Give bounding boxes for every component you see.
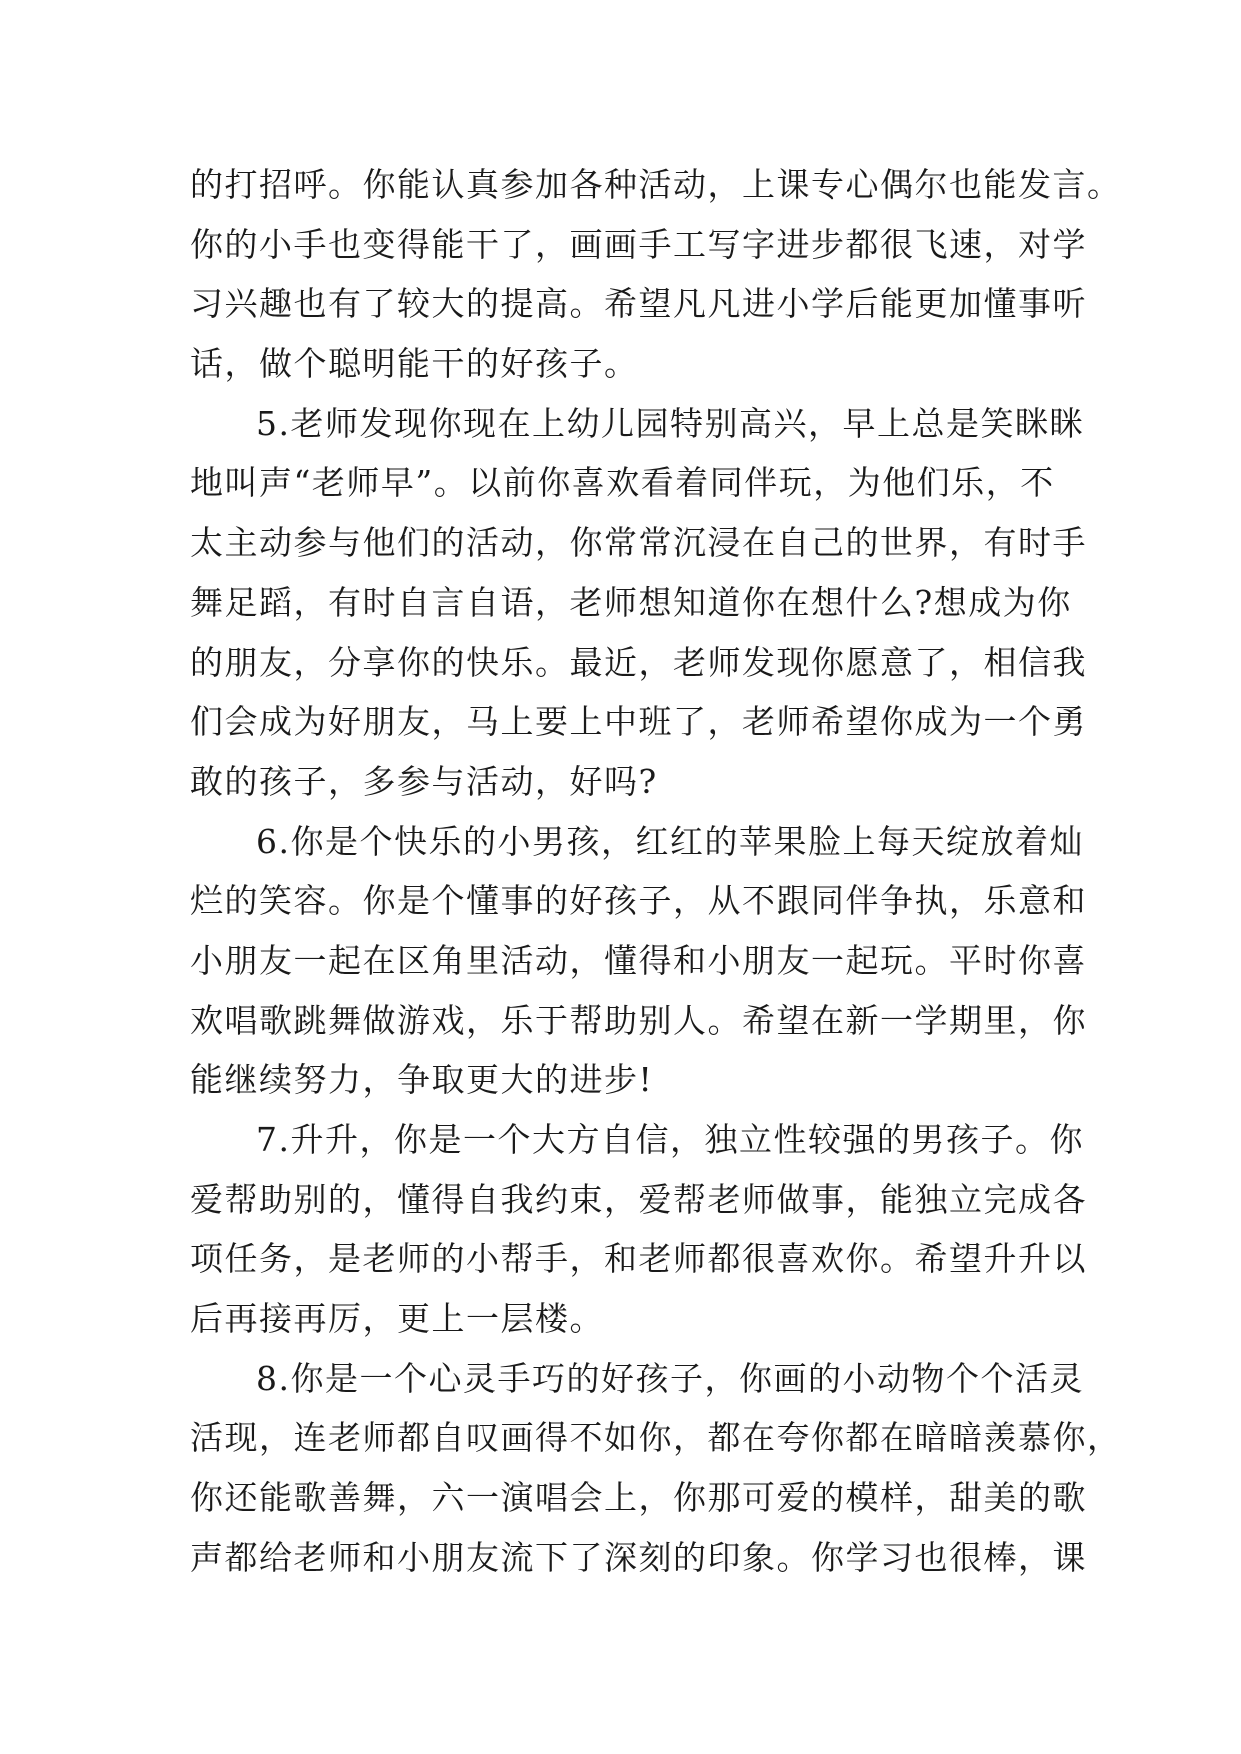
paragraph-continuation: [190, 155, 1122, 394]
paragraph-item-8: [190, 1349, 1122, 1588]
text-line: 欢唱歌跳舞做游戏，乐于帮助别人。希望在新一学期里，你: [190, 1000, 1087, 1040]
text-line: 小朋友一起在区角里活动，懂得和小朋友一起玩。平时你喜: [190, 940, 1087, 980]
paragraph-item-6: [190, 812, 1087, 1110]
text-line: 的打招呼。你能认真参加各种活动，上课专心偶尔也能发言。: [190, 165, 1122, 204]
text-line: 后再接再厉，更上一层楼。: [190, 1299, 604, 1339]
text-line: 太主动参与他们的活动，你常常沉浸在自己的世界，有时手: [190, 523, 1087, 563]
text-line: 6.你是个快乐的小男孩，红红的苹果脸上每天绽放着灿: [256, 821, 1084, 861]
text-line: 7.升升，你是一个大方自信，独立性较强的男孩子。你: [256, 1120, 1084, 1159]
text-line: 们会成为好朋友，马上要上中班了，老师希望你成为一个勇: [190, 702, 1087, 742]
document-body: [190, 155, 1122, 1588]
text-line: 舞足蹈，有时自言自语，老师想知道你在想什么?想成为你: [190, 582, 1072, 622]
text-line: 声都给老师和小朋友流下了深刻的印象。你学习也很棒，课: [190, 1537, 1087, 1577]
text-line: 你的小手也变得能干了，画画手工写字进步都很飞速，对学: [190, 224, 1087, 264]
paragraph-item-5: [190, 394, 1087, 812]
text-line: 8.你是一个心灵手巧的好孩子，你画的小动物个个活灵: [256, 1358, 1084, 1398]
text-line: 你还能歌善舞，六一演唱会上，你那可爱的模样，甜美的歌: [190, 1478, 1087, 1518]
text-line: 的朋友，分享你的快乐。最近，老师发现你愿意了，相信我: [190, 642, 1087, 682]
text-line: 5.老师发现你现在上幼儿园特别高兴，早上总是笑眯眯: [256, 403, 1084, 443]
text-line: 烂的笑容。你是个懂事的好孩子，从不跟同伴争执，乐意和: [190, 881, 1087, 921]
text-line: 能继续努力，争取更大的进步!: [190, 1060, 654, 1100]
text-line: 活现，连老师都自叹画得不如你，都在夸你都在暗暗羡慕你，: [190, 1418, 1122, 1458]
text-line: 习兴趣也有了较大的提高。希望凡凡进小学后能更加懂事听: [190, 284, 1087, 324]
text-line: 敢的孩子，多参与活动，好吗?: [190, 761, 658, 801]
text-line: 话，做个聪明能干的好孩子。: [190, 344, 639, 384]
text-line: 项任务，是老师的小帮手，和老师都很喜欢你。希望升升以: [190, 1239, 1087, 1279]
text-line: 爱帮助别的，懂得自我约束，爱帮老师做事，能独立完成各: [190, 1179, 1087, 1219]
text-line: 地叫声“老师早”。以前你喜欢看着同伴玩，为他们乐，不: [190, 463, 1055, 503]
paragraph-item-7: [190, 1110, 1087, 1349]
